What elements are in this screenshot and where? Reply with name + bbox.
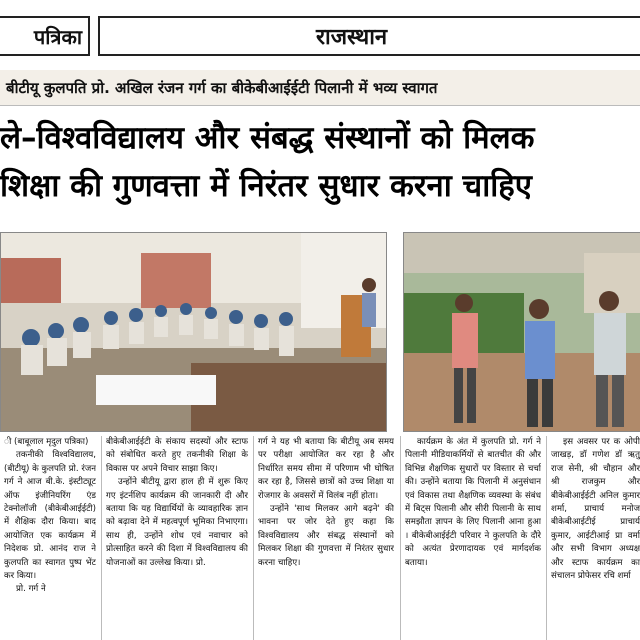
column-divider [253, 436, 254, 640]
article-column-1 [4, 436, 96, 640]
campus-illustration [404, 233, 640, 431]
paragraph: प्रो. गर्ग ने [16, 584, 46, 595]
byline: ी (बाबूलाल मृदुल पत्रिका) [4, 437, 89, 447]
paragraph: उन्होंने 'साथ मिलकर आगे बढ़ने' की भावना पर जोर देते हुए कहा कि विश्वविद्यालय और संबद्ध संस्थानों को मिलकर शिक्षा की गुणवत्ता में निरंतर सुधार करना चाहिए। [258, 504, 394, 568]
masthead [0, 16, 640, 60]
paragraph: तकनीकी विश्वविद्यालय, (बीटीयू) के कुलपति प्रो. रंजन गर्ग ने आज बी.के. इंस्टीट्यूट ऑफ इंजीनियरिंग एंड टेक्नोलॉजी (बीकेबीआईईटी) में शैक्षिक दौरा किया। बाद आयोजित एक कार्यक्रम में निदेशक प्रो. आनंद राज ने कुलपति का स्वागत पुष्प भेंट कर किया। [4, 450, 96, 582]
paper-name-box [0, 16, 90, 56]
section-title: राजस्थान [316, 25, 388, 50]
headline-line-2: शिक्षा की गुणवत्ता में निरंतर सुधार करना चाहिए [0, 168, 532, 204]
paragraph: बीकेबीआईईटी के संकाय सदस्यों और स्टाफ को संबोधित करते हुए तकनीकी शिक्षा के विकास पर अपने विचार साझा किए। [106, 437, 248, 474]
article-column-2 [106, 436, 248, 640]
paragraph: इस अवसर पर क ओपी जाखड़, डॉ गणेश डॉ ऋतु राज सेनी, श्री चौहान और श्री राजकुम और बीकेबीआईईटी अनिल कुमार शर्मा, प्राचार्य मनोज बीकेबीआईटीई प्राचार्य कुमार, आईटीआई प्रा वर्मा और सभी विभाग अध्यक्ष और स्टाफ कार्यक्रम का संचालन प्रोफेसर रचि शर्मा [551, 437, 640, 582]
section-box [98, 16, 640, 56]
column-divider [101, 436, 102, 640]
kicker: बीटीयू कुलपति प्रो. अखिल रंजन गर्ग का बीकेबीआईईटी पिलानी में भव्य स्वागत [0, 70, 640, 106]
article-column-4 [405, 436, 541, 640]
headline-line-1: ले–विश्वविद्यालय और संबद्ध संस्थानों को मिलक [0, 120, 535, 156]
photo-campus-walk [403, 232, 640, 432]
article-column-5 [551, 436, 640, 640]
column-divider [400, 436, 401, 640]
paragraph: गर्ग ने यह भी बताया कि बीटीयू अब समय पर परीक्षा आयोजित कर रहा है और निर्धारित समय सीमा में परिणाम भी घोषित कर रहा है, जिससे छात्रों को उच्च शिक्षा या रोजगार के अवसरों में विलंब नहीं होता। [258, 437, 394, 501]
article-column-3 [258, 436, 394, 640]
paragraph: उन्होंने बीटीयू द्वारा हाल ही में शुरू किए गए इंटर्नशिप कार्यक्रम की जानकारी दी और बताया कि यह विद्यार्थियों के व्यावहारिक ज्ञान को बढ़ावा देने में महत्वपूर्ण भूमिका निभाएगा। साथ ही, उन्होंने शोध एवं नवाचार को प्रोत्साहित करने की दिशा में विश्वविद्यालय की योजनाओं का उल्लेख किया। प्रो. [106, 477, 248, 568]
paper-name: पत्रिका [33, 24, 82, 49]
seminar-illustration [1, 233, 386, 431]
paragraph: कार्यक्रम के अंत में कुलपति प्रो. गर्ग ने पिलानी मीडियाकर्मियों से बातचीत की और विभिन्न शैक्षणिक सुधारों पर विस्तार से चर्चा की। उन्होंने बताया कि पिलानी में अनुसंधान एवं विकास तथा शैक्षणिक व्यवस्था के संबंध में बिट्स पिलानी और सीरी पिलानी के साथ समझौता ज्ञापन के लिए पिलानी आना हुआ । बीकेबीआईईटी परिवार ने कुलपति के दौरे को अत्यंत प्रेरणादायक एवं मार्गदर्शक बताया। [405, 437, 541, 568]
photo-seminar [0, 232, 387, 432]
column-divider [546, 436, 547, 640]
